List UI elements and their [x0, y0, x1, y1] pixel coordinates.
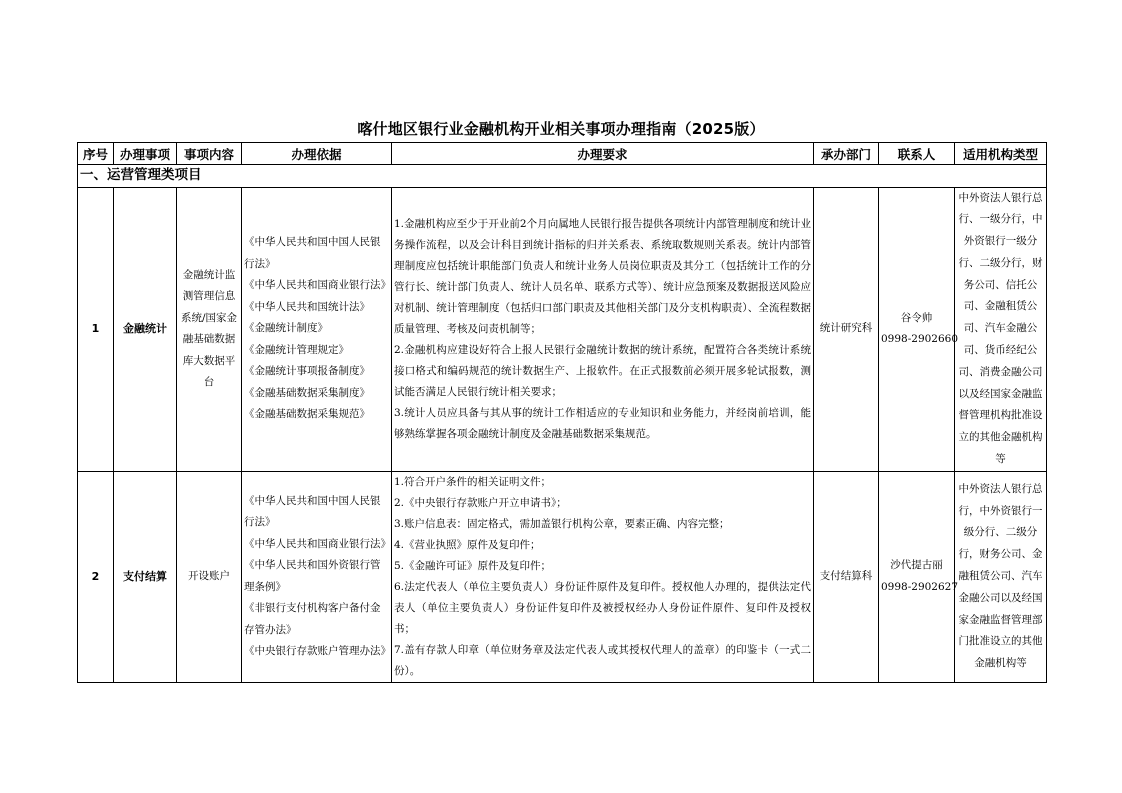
basis-item: 《中央银行存款账户管理办法》 [244, 645, 391, 658]
basis-item: 《中华人民共和国中国人民银行法》 [244, 236, 381, 270]
basis-item: 《金融统计管理规定》 [244, 343, 349, 356]
contact-phone: 0998-2902627 [881, 580, 959, 593]
requirement-item: 7.盖有存款人印章（单位财务章及法定代表人或其授权代理人的盖章）的印鉴卡（一式二份）。 [394, 643, 811, 677]
basis-item: 《金融基础数据采集制度》 [244, 386, 370, 399]
requirement-item: 4.《营业执照》原件及复印件； [394, 538, 541, 551]
header-institution-type: 适用机构类型 [955, 143, 1047, 165]
row-contact [879, 471, 959, 682]
row-contact [879, 187, 959, 471]
requirement-item: 2.金融机构应建设好符合上报人民银行金融统计数据的统计系统，配置符合各类统计系统接口格式和编码规范的统计数据生产、上报软件。在正式报数前必须开展多轮试报数，测试能否满足人民银行统计相关要求； [394, 343, 811, 398]
basis-item: 《中华人民共和国中国人民银行法》 [244, 494, 381, 529]
header-row [78, 143, 1047, 165]
row-department: 支付结算科 [814, 471, 879, 682]
requirement-item: 3.账户信息表：固定格式，需加盖银行机构公章，要素正确、内容完整； [394, 517, 730, 530]
row-institution-type: 中外资法人银行总行、一级分行，中外资银行一级分行、二级分行，财务公司、信托公司、金融租赁公司、汽车金融公司、货币经纪公司、消费金融公司以及经国家金融监督管理机构批准设立的其他金融机构等 [955, 187, 1047, 471]
row-basis [242, 187, 392, 471]
row-matter: 金融统计 [114, 187, 177, 471]
requirement-item: 5.《金融许可证》原件及复印件； [394, 559, 552, 572]
row-requirements [392, 187, 814, 471]
row-content: 金融统计监测管理信息系统/国家金融基础数据库大数据平台 [177, 187, 242, 471]
header-requirements: 办理要求 [392, 143, 814, 165]
contact-phone: 0998-2902660 [881, 333, 959, 346]
basis-item: 《金融基础数据采集规范》 [244, 408, 370, 421]
row-seq: 1 [78, 187, 114, 471]
basis-item: 《中华人民共和国商业银行法》 [244, 279, 391, 292]
basis-item: 《中华人民共和国统计法》 [244, 300, 370, 313]
contact-name: 谷令帅 [900, 311, 933, 324]
requirement-item: 6.法定代表人（单位主要负责人）身份证件原件及复印件。授权他人办理的，提供法定代表人（单位主要负责人）身份证件复印件及被授权经办人身份证件原件、复印件及授权书； [394, 580, 811, 635]
header-seq: 序号 [78, 143, 114, 165]
header-matter: 办理事项 [114, 143, 177, 165]
header-contact: 联系人 [879, 143, 955, 165]
header-department: 承办部门 [814, 143, 879, 165]
requirement-item: 1.符合开户条件的相关证明文件； [394, 475, 552, 488]
row-basis [242, 471, 392, 682]
basis-item: 《非银行支付机构客户备付金存管办法》 [244, 602, 381, 636]
document-title: 喀什地区银行业金融机构开业相关事项办理指南（2025版） [357, 120, 765, 138]
row-matter: 支付结算 [114, 471, 177, 682]
header-content: 事项内容 [177, 143, 242, 165]
contact-name: 沙代提古丽 [890, 559, 943, 572]
row-seq: 2 [78, 471, 114, 682]
row-requirements [392, 471, 814, 682]
requirement-item: 3.统计人员应具备与其从事的统计工作相适应的专业知识和业务能力，并经岗前培训，能够熟练掌握各项金融统计制度及金融基础数据采集规范。 [394, 406, 811, 440]
guide-table [77, 142, 1047, 683]
row-content: 开设账户 [177, 471, 242, 682]
requirement-item: 2.《中央银行存款账户开立申请书》； [394, 496, 567, 509]
table-row [78, 187, 1047, 471]
header-basis: 办理依据 [242, 143, 392, 165]
requirement-item: 1.金融机构应至少于开业前2个月向属地人民银行报告提供各项统计内部管理制度和统计业务操作流程，以及会计科目到统计指标的归并关系表、系统取数规则关系表。统计内部管理制度应包括统计职能部门负责人和统计业务人员岗位职责及其分工（包括统计工作的分管行长、统计部门负责人、统计人员名单、联系方式等）、统计应急预案及数据报送风险应对机制、统计管理制度（包括归口部门职责及其他相关部门及分支机构职责）、全流程数据质量管理、考核及问责机制等； [394, 217, 811, 335]
basis-item: 《中华人民共和国商业银行法》 [244, 537, 391, 550]
section-row [78, 165, 1047, 188]
row-department: 统计研究科 [814, 187, 879, 471]
row-institution-type: 中外资法人银行总行，中外资银行一级分行、二级分行，财务公司、金融租赁公司、汽车金融公司以及经国家金融监督管理部门批准设立的其他金融机构等 [955, 471, 1047, 682]
table-row [78, 471, 1047, 682]
basis-item: 《中华人民共和国外资银行管理条例》 [244, 559, 381, 593]
basis-item: 《金融统计事项报备制度》 [244, 365, 370, 378]
basis-item: 《金融统计制度》 [244, 322, 328, 335]
section-title: 一、运营管理类项目 [78, 165, 1047, 188]
